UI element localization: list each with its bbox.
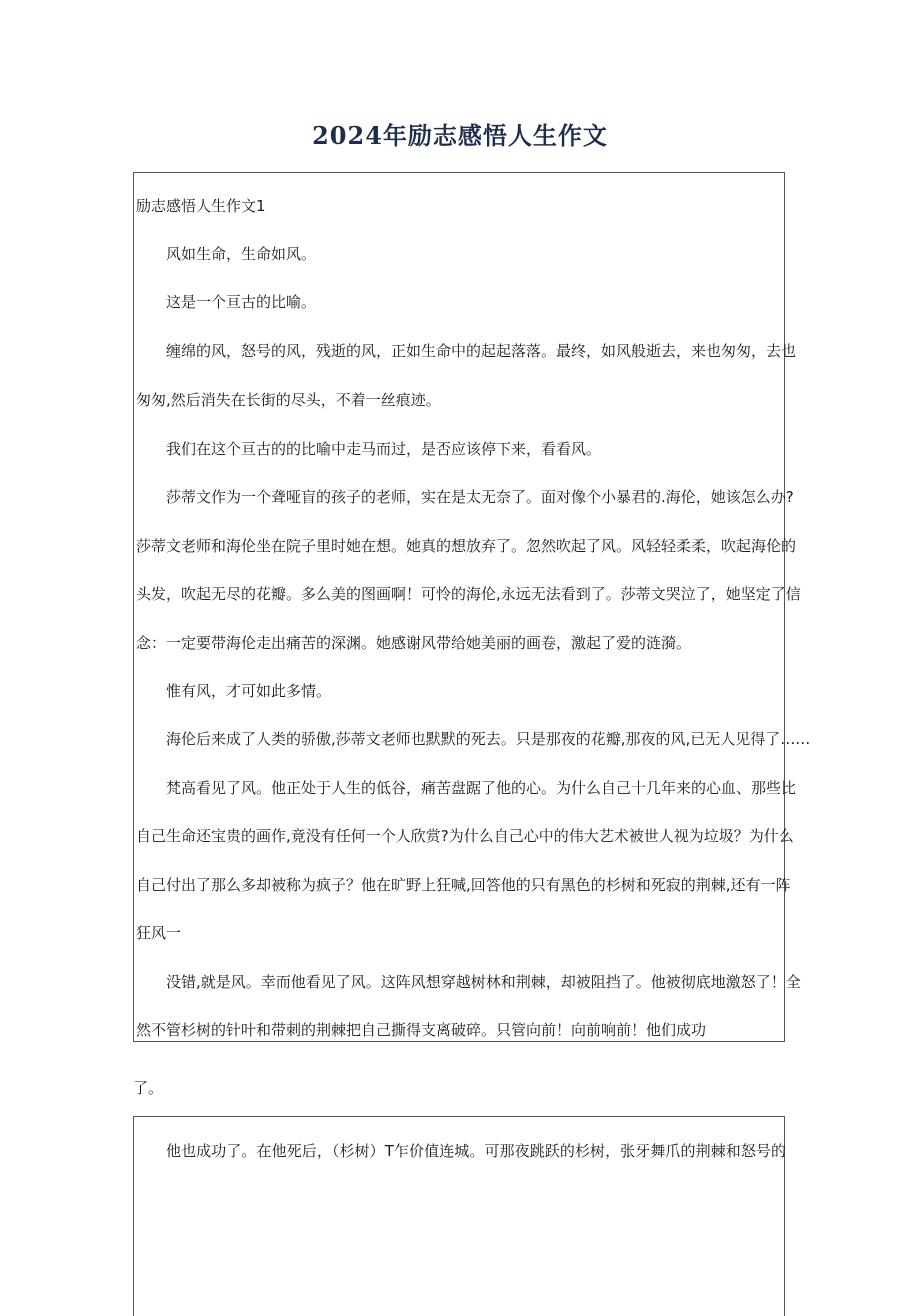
paragraph-line: 他也成功了。在他死后，（杉树）T乍价值连城。可那夜跳跃的杉树，张牙舞爪的荆棘和怒号的 [166, 1142, 786, 1160]
paragraph-line: 然不管杉树的针叶和带刺的荆棘把自己撕得支离破碎。只管向前！向前响前！他们成功 [136, 1021, 707, 1039]
paragraph-line: 缠绵的风，怒号的风，残逝的风，正如生命中的起起落落。最终，如风般逝去，来也匆匆，去也 [166, 342, 797, 360]
paragraph-line: 自己生命还宝贵的画作,竟没有任何一个人欣赏?为什么自己心中的伟大艺术被世人视为垃圾？为什么 [136, 827, 794, 845]
paragraph-line: 莎蒂文作为一个聋哑盲的孩子的老师，实在是太无奈了。面对像个小暴君的.海伦，她该怎么办? [166, 488, 794, 506]
paragraph-line: 我们在这个亘古的的比喻中走马而过，是否应该停下来，看看风。 [166, 440, 602, 458]
paragraph-line: 这是一个亘古的比喻。 [166, 293, 317, 311]
paragraph-line: 没错,就是风。幸而他看见了风。这阵风想穿越树林和荆棘，却被阻挡了。他被彻底地激怒了！全 [166, 973, 801, 991]
document-title: 2024年励志感悟人生作文 [312, 121, 608, 150]
paragraph-line: 风如生命，生命如风。 [166, 245, 317, 263]
paragraph-line: 海伦后来成了人类的骄傲,莎蒂文老师也默默的死去。只是那夜的花瓣,那夜的风,已无人见得了…… [166, 730, 811, 748]
paragraph-tail: 了。 [133, 1079, 164, 1097]
paragraph-line: 自己付出了那么多却被称为疯子？他在旷野上狂喊,回答他的只有黑色的杉树和死寂的荆棘,还有一阵 [136, 876, 791, 894]
paragraph-line: 匆匆,然后消失在长街的尽头，不着一丝痕迹。 [136, 391, 441, 409]
paragraph-line: 惟有风，才可如此多情。 [166, 682, 332, 700]
paragraph-line: 念：一定要带海伦走出痛苦的深渊。她感谢风带给她美丽的画卷，激起了爱的涟漪。 [136, 634, 692, 652]
paragraph-line: 头发，吹起无尽的花瓣。多么美的图画啊！可怜的海伦,永远无法看到了。莎蒂文哭泣了，她坚定了信 [136, 585, 801, 603]
section-heading: 励志感悟人生作文1 [136, 197, 266, 215]
paragraph-line: 狂风一 [136, 924, 182, 942]
paragraph-line: 梵高看见了风。他正处于人生的低谷，痛苦盘踞了他的心。为什么自己十几年来的心血、那些比 [166, 779, 797, 797]
paragraph-line: 莎蒂文老师和海伦坐在院子里时她在想。她真的想放弃了。忽然吹起了风。风轻轻柔柔，吹起海伦的 [136, 537, 797, 555]
